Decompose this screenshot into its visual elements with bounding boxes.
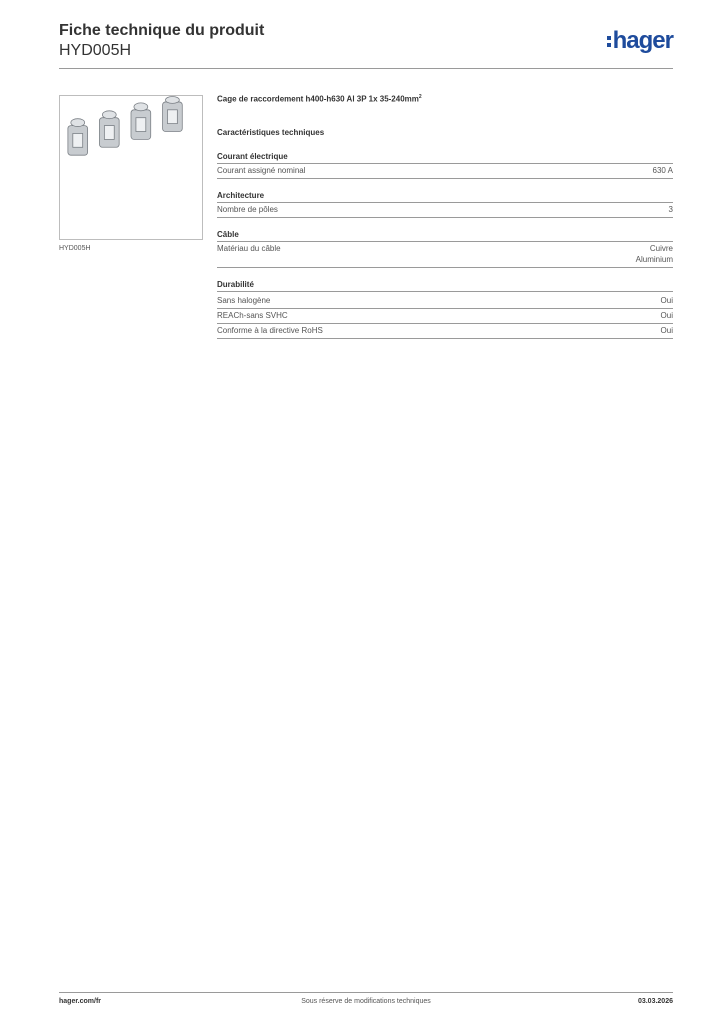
hager-logo (607, 27, 673, 55)
group-architecture (217, 191, 673, 218)
footer-disclaimer: Sous réserve de modifications techniques (301, 998, 431, 1005)
spec-label: Conforme à la directive RoHS (217, 326, 323, 335)
page-title: Fiche technique du produit (59, 22, 265, 39)
section-title: Caractéristiques techniques (217, 128, 325, 137)
product-description-text: Cage de raccordement h400-h630 Al 3P 1x 35-240mm (217, 94, 419, 104)
page-header (59, 21, 673, 69)
group-title: Durabilité (217, 280, 673, 292)
spec-value: Oui (660, 326, 673, 335)
group-title: Courant électrique (217, 152, 673, 164)
group-title: Architecture (217, 191, 673, 203)
spec-row (217, 294, 673, 309)
spec-row (217, 309, 673, 324)
image-caption: HYD005H (59, 245, 91, 252)
spec-content (217, 94, 673, 339)
spec-row (217, 242, 673, 268)
group-electrical-current (217, 152, 673, 179)
spec-row (217, 324, 673, 339)
spec-value: Cuivre Aluminium (635, 244, 673, 264)
product-reference: HYD005H (59, 42, 132, 59)
spec-value: Oui (660, 311, 673, 320)
product-image (59, 95, 203, 240)
logo-dots-icon (607, 33, 611, 50)
spec-label: Matériau du câble (217, 244, 281, 253)
footer-divider (59, 992, 673, 993)
product-description-sup: 2 (418, 94, 422, 100)
logo-text: hager (612, 27, 673, 54)
product-description (217, 94, 673, 108)
spec-label: Sans halogène (217, 296, 271, 305)
connection-cage-illustration-icon (60, 96, 202, 239)
header-divider (59, 68, 673, 69)
spec-value: 3 (668, 205, 673, 214)
spec-row (217, 203, 673, 218)
spec-row (217, 164, 673, 179)
footer-date: 03.03.2026 (637, 998, 673, 1005)
group-durability (217, 280, 673, 339)
group-title: Câble (217, 230, 673, 242)
spec-label: Nombre de pôles (217, 205, 278, 214)
spec-label: REACh-sans SVHC (217, 311, 288, 320)
spec-value: 630 A (652, 166, 673, 175)
footer-website-link[interactable]: hager.com/fr (59, 998, 102, 1005)
spec-value: Oui (660, 296, 673, 305)
group-cable (217, 230, 673, 268)
spec-label: Courant assigné nominal (217, 166, 306, 175)
